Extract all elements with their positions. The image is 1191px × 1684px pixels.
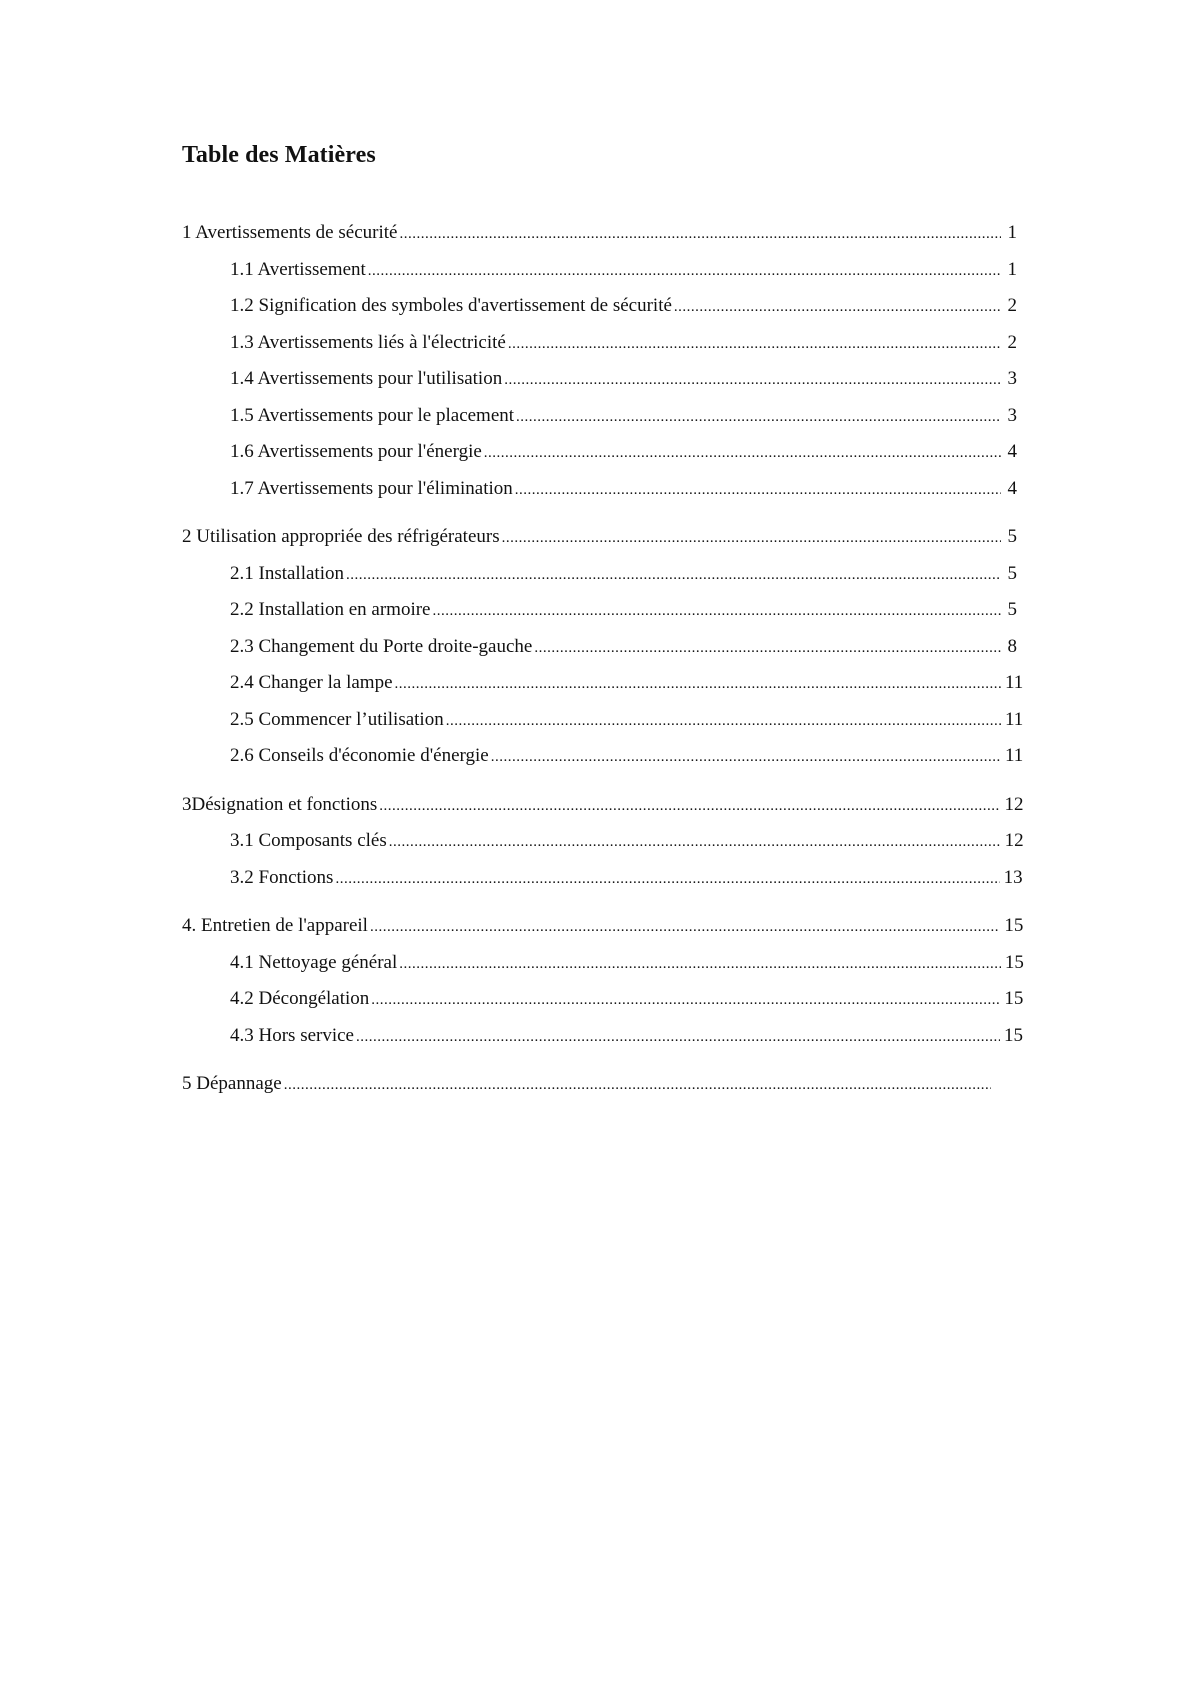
toc-subentry-label: 2.2 Installation en armoire (230, 599, 431, 620)
toc-page-number: 15 (1004, 1024, 1024, 1046)
toc-subentry[interactable] (182, 599, 1017, 636)
toc-subentry[interactable] (182, 708, 1024, 746)
toc-leader (484, 442, 1001, 464)
toc-subentry-label: 2.4 Changer la lampe (230, 672, 393, 693)
toc-subentry-label: 4.1 Nettoyage général (230, 951, 398, 973)
toc-subentry[interactable] (182, 259, 1017, 296)
toc-list (182, 222, 1024, 1122)
toc-page-number: 12 (1004, 830, 1024, 851)
toc-subentry-label: 2.5 Commencer l’utilisation (230, 708, 444, 730)
toc-entry-label: 1 Avertissements de sécurité (182, 222, 398, 243)
toc-title: Table des Matières (182, 142, 376, 168)
toc-subentry[interactable] (182, 830, 1024, 867)
toc-subentry[interactable] (182, 866, 1023, 904)
toc-subentry[interactable] (182, 441, 1017, 478)
toc-subentry-label: 2.3 Changement du Porte droite-gauche (230, 635, 533, 657)
toc-page-number: 4 (1007, 477, 1017, 499)
toc-subentry[interactable] (182, 951, 1024, 989)
toc-section-3 (182, 793, 1024, 904)
toc-subentry-label: 1.7 Avertissements pour l'élimination (230, 477, 513, 499)
toc-leader (534, 637, 1001, 659)
toc-leader (504, 369, 1001, 391)
toc-subentry-label: 1.3 Avertissements liés à l'électricité (230, 331, 506, 353)
toc-leader (346, 564, 1001, 586)
toc-section-1 (182, 222, 1017, 514)
toc-entry-label: 2 Utilisation appropriée des réfrigérateurs (182, 526, 500, 547)
toc-page-number: 8 (1007, 635, 1017, 657)
toc-leader (433, 600, 1002, 622)
toc-subentry[interactable] (182, 563, 1017, 600)
toc-subentry-label: 1.4 Avertissements pour l'utilisation (230, 368, 503, 389)
toc-page-number: 15 (1004, 951, 1024, 973)
toc-subentry-label: 3.2 Fonctions (230, 866, 334, 888)
toc-page-number: 13 (1003, 866, 1023, 888)
toc-subentry[interactable] (182, 1024, 1024, 1062)
toc-leader (516, 406, 1001, 428)
toc-section-4 (182, 915, 1024, 1061)
toc-entry-label: 5 Dépannage (182, 1073, 282, 1094)
toc-leader (284, 1074, 991, 1096)
toc-entry[interactable] (182, 1073, 1017, 1110)
toc-subentry-label: 4.3 Hors service (230, 1024, 354, 1046)
toc-leader (368, 260, 1001, 282)
toc-leader (502, 527, 1001, 549)
toc-entry[interactable] (182, 793, 1024, 831)
toc-leader (335, 868, 999, 890)
toc-page-number: 12 (1004, 793, 1024, 815)
toc-subentry-label: 1.6 Avertissements pour l'énergie (230, 441, 482, 462)
toc-page-number: 15 (1004, 915, 1024, 936)
toc-page-number: 4 (1007, 441, 1017, 462)
toc-leader (379, 795, 1000, 817)
toc-section-2 (182, 526, 1024, 782)
toc-page-number: 3 (1007, 368, 1017, 389)
toc-subentry-label: 3.1 Composants clés (230, 830, 387, 851)
toc-entry-label: 3Désignation et fonctions (182, 793, 378, 815)
toc-subentry[interactable] (182, 295, 1017, 332)
toc-leader (371, 989, 1000, 1011)
toc-subentry[interactable] (182, 745, 1024, 782)
toc-page-number: 5 (1007, 562, 1017, 584)
toc-entry[interactable] (182, 222, 1017, 259)
toc-page-number: 1 (1007, 222, 1017, 243)
toc-leader (674, 296, 1001, 318)
toc-page-number: 5 (1007, 599, 1017, 620)
toc-leader (395, 673, 1001, 695)
toc-page-number: 11 (1005, 708, 1024, 730)
toc-section-5 (182, 1073, 1017, 1110)
toc-entry[interactable] (182, 526, 1017, 563)
toc-subentry[interactable] (182, 368, 1017, 405)
toc-leader (370, 916, 1000, 938)
toc-leader (446, 710, 1001, 732)
toc-page-number: 3 (1007, 404, 1017, 426)
toc-subentry[interactable] (182, 478, 1017, 515)
toc-subentry-label: 1.2 Signification des symboles d'avertissement de sécurité (230, 295, 672, 316)
toc-leader (491, 746, 1001, 768)
toc-subentry[interactable] (182, 672, 1024, 709)
toc-leader (399, 223, 1001, 245)
toc-leader (508, 333, 1001, 355)
toc-leader (399, 953, 1001, 975)
toc-leader (356, 1026, 1000, 1048)
toc-subentry-label: 2.1 Installation (230, 562, 344, 584)
toc-subentry-label: 1.1 Avertissement (230, 258, 366, 280)
toc-subentry-label: 1.5 Avertissements pour le placement (230, 404, 515, 426)
toc-page-number: 5 (1007, 526, 1017, 547)
toc-leader (389, 831, 1001, 853)
toc-page-number: 2 (1007, 331, 1017, 353)
toc-page-number: 11 (1005, 672, 1024, 693)
toc-subentry[interactable] (182, 988, 1024, 1025)
toc-page-number: 2 (1007, 295, 1017, 316)
toc-subentry-label: 2.6 Conseils d'économie d'énergie (230, 745, 489, 766)
toc-subentry[interactable] (182, 405, 1017, 442)
toc-page-number: 15 (1004, 988, 1024, 1009)
toc-entry[interactable] (182, 915, 1024, 952)
toc-subentry[interactable] (182, 636, 1017, 673)
toc-page-number: 1 (1007, 258, 1017, 280)
toc-leader (515, 479, 1001, 501)
toc-page-number: 11 (1005, 745, 1024, 766)
toc-entry-label: 4. Entretien de l'appareil (182, 915, 368, 936)
toc-subentry[interactable] (182, 332, 1017, 369)
toc-subentry-label: 4.2 Décongélation (230, 988, 370, 1009)
